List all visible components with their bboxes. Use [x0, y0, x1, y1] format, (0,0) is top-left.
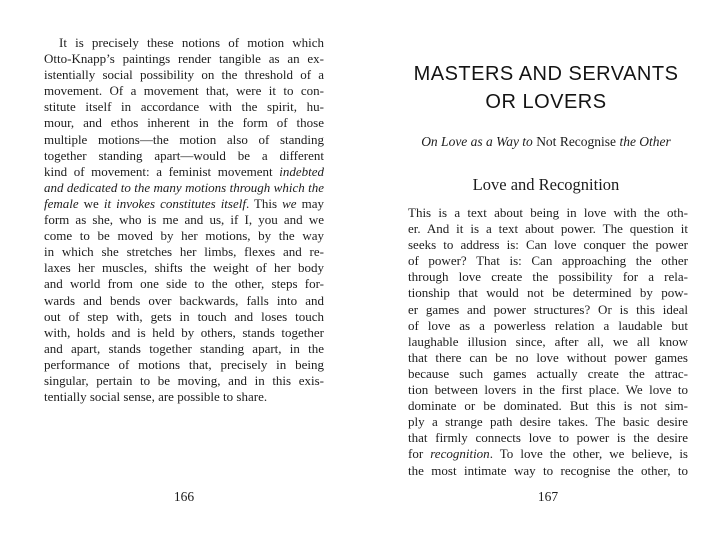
text-segment: for: [408, 446, 431, 462]
text-segment: On Love as a Way to: [421, 134, 537, 149]
left-page-number: 166: [173, 489, 195, 504]
text-segment: female: [44, 195, 79, 211]
text-segment: recognition: [430, 446, 490, 462]
text-line: [408, 366, 688, 382]
text-segment: wards and bends over backwards, falls into and: [44, 292, 324, 308]
text-segment: through love create the possibility for a rela-: [408, 269, 688, 285]
text-line: [408, 253, 688, 269]
text-line: [44, 148, 324, 164]
text-segment: out of step with, gets in touch and loses touch: [44, 308, 324, 324]
text-segment: in which she stretches her limbs, flexes and re-: [44, 244, 324, 260]
text-segment: with, holds and is held by others, stands together: [44, 324, 324, 340]
text-segment: it invokes constitutes itself: [103, 195, 246, 211]
text-line: [44, 276, 324, 292]
text-line: [44, 196, 324, 212]
text-segment: Otto-Knapp’s paintings render tangible as an ex-: [44, 51, 324, 67]
text-line: [44, 83, 324, 99]
text-line: [408, 350, 688, 366]
text-segment: laxes her muscles, shifts the weight of her body: [44, 260, 324, 276]
text-line: [44, 309, 324, 325]
text-segment: performance of motions that, precisely in being: [44, 356, 324, 372]
text-line: [44, 212, 324, 228]
text-segment: kind of movement: a feminist movement: [44, 163, 280, 179]
text-segment: istentially social possibility on the threshold of a: [44, 67, 324, 83]
text-segment: mour, and ethos inherent in the form of those: [44, 115, 324, 131]
text-segment: It is precisely these notions of motion which: [59, 35, 324, 50]
text-segment: tionship that would not be determined by pow-: [408, 285, 688, 301]
left-page-body-text: [44, 35, 324, 405]
text-segment: multiple motions—the motion also of standing: [44, 131, 324, 147]
text-segment: indebted: [279, 163, 324, 179]
text-segment: Not Recognise: [536, 134, 620, 149]
text-line: [408, 430, 688, 446]
text-segment: and dedicated to the many motions through which the: [44, 179, 324, 195]
text-line: [44, 325, 324, 341]
text-segment: of power? That is: Can approaching the other: [408, 253, 688, 269]
text-line: [44, 99, 324, 115]
text-segment: that there can be no love without power games: [408, 349, 688, 365]
text-segment: of love as a powerless relation a laudable but: [408, 317, 688, 333]
text-line: [408, 463, 688, 479]
text-line: [44, 357, 324, 373]
text-line: [44, 115, 324, 131]
text-segment: seeks to address is: Can love conquer the power: [408, 237, 688, 253]
text-line: [44, 244, 324, 260]
text-line: [44, 389, 324, 405]
text-segment: come to be moved by her motions, by the way: [44, 228, 324, 244]
text-line: [44, 67, 324, 83]
text-line: [44, 228, 324, 244]
chapter-title-line-2: OR LOVERS: [485, 91, 607, 113]
text-segment: laughable illusion since, after all, we all know: [408, 333, 688, 349]
text-segment: dominate or be dominated. But this is not sim-: [408, 398, 688, 414]
text-line: [44, 373, 324, 389]
text-segment: and world from one side to the other, steps for-: [44, 276, 324, 292]
text-line: [44, 51, 324, 67]
text-segment: tentially social sense, are possible to share.: [44, 389, 268, 405]
text-line: [44, 164, 324, 180]
text-line: [408, 414, 688, 430]
right-page-number: 167: [537, 489, 559, 504]
text-line: [44, 260, 324, 276]
text-segment: er games and power structures? Or is this ideal: [408, 301, 688, 317]
text-line: [44, 341, 324, 357]
text-line: [408, 382, 688, 398]
text-segment: er. And it is a text about power. The question it: [408, 221, 688, 237]
text-segment: . This: [245, 195, 283, 211]
chapter-title: [364, 60, 728, 116]
text-segment: the Other: [619, 134, 671, 149]
text-segment: form as she, who is me and us, if I, you and we: [44, 212, 324, 228]
text-segment: ply a strange path desire takes. The basic desire: [408, 414, 688, 430]
text-line: [44, 293, 324, 309]
text-segment: stitute itself in accordance with the spirit, hu-: [44, 99, 324, 115]
text-line: [408, 205, 688, 221]
text-segment: we: [282, 195, 297, 211]
text-line: [408, 221, 688, 237]
text-segment: because such games actually create the attrac-: [408, 365, 688, 381]
text-segment: tion between lovers in the first place. We love to: [408, 382, 688, 398]
text-segment: together standing apart—would be a different: [44, 147, 324, 163]
text-line: [408, 285, 688, 301]
text-line: [408, 334, 688, 350]
text-segment: . To love the other, we believe, is: [489, 446, 688, 462]
text-line: [44, 180, 324, 196]
text-line: [408, 302, 688, 318]
right-page-body-text: [408, 205, 688, 479]
text-segment: movement. Of a movement that, were it to con-: [44, 83, 324, 99]
text-segment: the most intimate way to recognise the other, to: [408, 462, 688, 478]
text-line: [408, 446, 688, 462]
text-segment: This is a text about being in love with the oth-: [408, 205, 688, 220]
text-line: [408, 318, 688, 334]
text-line: [44, 132, 324, 148]
text-line: [408, 398, 688, 414]
text-line: [408, 269, 688, 285]
text-line: [408, 237, 688, 253]
chapter-subtitle: [406, 133, 686, 151]
text-segment: that firmly connects love to power is the desire: [408, 430, 688, 446]
section-heading: Love and Recognition: [472, 175, 620, 194]
chapter-title-line-1: MASTERS AND SERVANTS: [413, 63, 679, 85]
text-line: [44, 35, 324, 51]
text-segment: and apart, stands together standing apart, in the: [44, 340, 324, 356]
text-segment: may: [296, 195, 324, 211]
right-page: [364, 0, 728, 546]
text-segment: singular, pertain to be moving, and in this exis-: [44, 372, 324, 388]
text-segment: we: [78, 195, 104, 211]
